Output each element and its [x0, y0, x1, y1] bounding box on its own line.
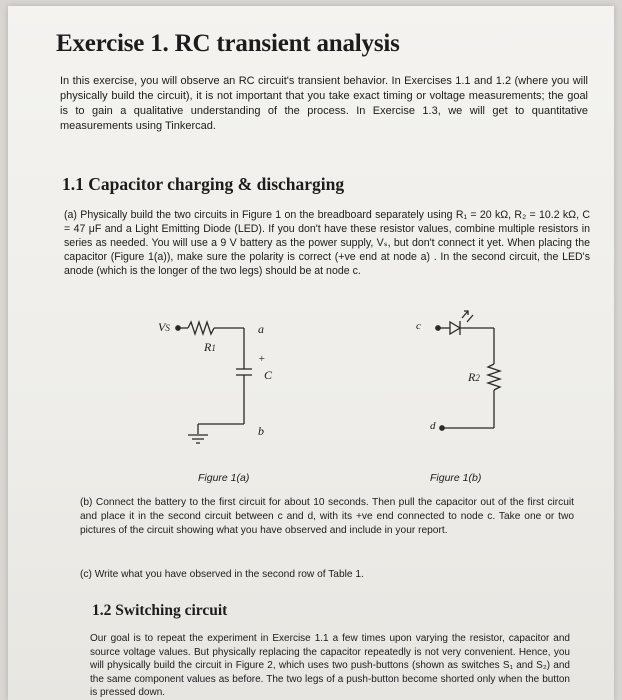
figure-1a-caption: Figure 1(a) [198, 472, 250, 484]
intro-paragraph: In this exercise, you will observe an RC circuit's transient behavior. In Exercises 1.1 and 1.2 (where you will physically build the circuit), it is not important that you take exact timing or voltage measurements; the goal is to gain a qualitative understanding of the process. In Exercise 1.3, we will get to quantitative measurements using Tinkercad. [60, 75, 588, 132]
r1-label: R1 [204, 340, 216, 354]
resistor-r1 [188, 322, 214, 334]
node-b-label: b [258, 424, 264, 438]
node-d-label: d [430, 420, 436, 432]
node-d-dot [440, 426, 444, 430]
node-a-label: a [258, 322, 264, 336]
vs-label: VS [158, 320, 170, 334]
document-page [8, 6, 614, 700]
resistor-r2 [488, 364, 500, 390]
part-a-paragraph: (a) Physically build the two circuits in Figure 1 on the breadboard separately using R₁ = 20 kΩ, R₂ = 10.2 kΩ, C = 47 μF and a Light Emitting Diode (LED). If you don't have these resistor values, combine multiple resistors in series as needed. You will use a 9 V battery as the power supply, Vₛ, but don't connect it yet. When placing the capacitor (Figure 1(a)), make sure the polarity is correct (+ve end at node a) . In the second circuit, the LED's anode (which is the longer of the two legs) should be at node c. [64, 209, 590, 277]
cap-c-label: C [264, 368, 273, 382]
figure-1b-caption: Figure 1(b) [430, 472, 482, 484]
led-arrow-1 [462, 311, 468, 318]
exercise-title: Exercise 1. RC transient analysis [56, 30, 400, 57]
cap-plus-label: + [258, 353, 266, 365]
section-heading-1-2: 1.2 Switching circuit [92, 602, 228, 619]
led-arrow-2 [467, 315, 473, 322]
figure-1a-circuit [148, 314, 298, 459]
section-1-2-paragraph: Our goal is to repeat the experiment in Exercise 1.1 a few times upon varying the resistor, capacitor and source voltage values. But physically replacing the capacitor repeatedly is not very convenient. Hence, you will physically build the circuit in Figure 2, which uses two push-buttons (shown as switches S₁ and S₂) and the same component values as before. The two legs of a push-button become shorted only when the button is pressed down. [90, 633, 570, 699]
part-c-paragraph: (c) Write what you have observed in the second row of Table 1. [80, 569, 364, 580]
r2-label: R2 [468, 370, 480, 384]
node-c-label: c [416, 320, 421, 332]
led-triangle [450, 322, 460, 334]
section-heading-1-1: 1.1 Capacitor charging & discharging [62, 174, 345, 194]
part-b-paragraph: (b) Connect the battery to the first circuit for about 10 seconds. Then pull the capacitor out of the first circuit and place it in the second circuit between c and d, with its +ve end connected to node c. Take one or two pictures of the circuit showing what you have observed and include in your report. [80, 497, 574, 536]
